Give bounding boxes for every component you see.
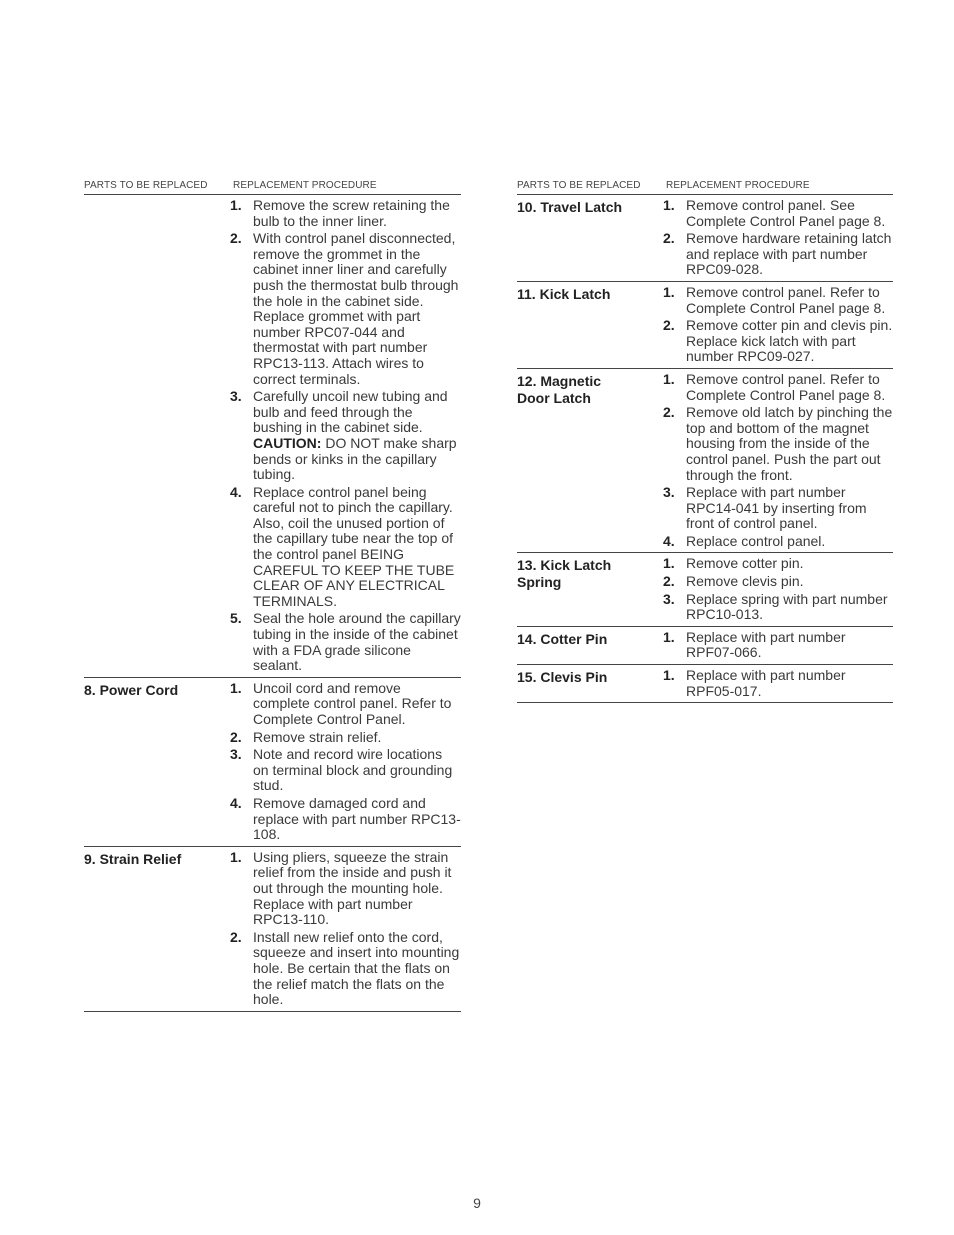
step-text	[253, 747, 461, 794]
step-text-main: Note and record wire locations on terminal block and grounding stud.	[253, 746, 453, 794]
step-number: 2.	[663, 404, 675, 421]
step-number: 1.	[663, 628, 675, 645]
step-text	[686, 231, 893, 278]
header-parts: PARTS TO BE REPLACED	[517, 180, 641, 191]
step-text-main: Replace with part number RPC14-041 by inserting from front of control panel.	[686, 484, 867, 532]
step-text-main: Remove clevis pin.	[686, 573, 804, 590]
step-text	[686, 668, 893, 699]
part-name: 8. Power Cord	[84, 681, 179, 698]
table-row	[517, 282, 893, 369]
header-parts: PARTS TO BE REPLACED	[84, 180, 208, 191]
step-number: 4.	[230, 794, 242, 811]
list-item	[663, 231, 893, 278]
table-row	[517, 665, 893, 703]
step-text-main: Remove the screw retaining the bulb to the inner liner.	[253, 197, 450, 229]
right-parts-table	[517, 180, 893, 703]
table-header	[84, 180, 461, 195]
list-item	[663, 534, 893, 550]
step-number: 4.	[230, 483, 242, 500]
step-number: 2.	[230, 728, 242, 745]
page-number: 9	[473, 1195, 481, 1211]
step-text-main: Install new relief onto the cord, squeeze and insert into mounting hole. Be certain that the flats on the relief match the flats on the hole.	[253, 928, 460, 1008]
step-number: 1.	[230, 848, 242, 865]
procedure-steps	[230, 198, 461, 676]
step-text	[253, 611, 461, 673]
list-item	[663, 592, 893, 623]
list-item	[230, 485, 461, 610]
step-number: 2.	[663, 573, 675, 590]
list-item	[663, 405, 893, 483]
step-text	[253, 730, 461, 746]
step-number: 2.	[663, 317, 675, 334]
list-item	[663, 668, 893, 699]
procedure-steps	[663, 556, 893, 624]
step-text	[686, 574, 893, 590]
list-item	[230, 198, 461, 229]
left-rows	[84, 195, 461, 1012]
step-text-main: Remove old latch by pinching the top and bottom of the magnet housing from the inside of the control panel. Push the part out through the front.	[686, 404, 893, 483]
step-text-main: Remove hardware retaining latch and replace with part number RPC09-028.	[686, 230, 892, 278]
header-procedure: REPLACEMENT PROCEDURE	[666, 180, 810, 191]
step-text-main: Replace spring with part number RPC10-013.	[686, 590, 888, 623]
step-text	[253, 930, 461, 1008]
table-row	[517, 195, 893, 282]
step-text	[686, 534, 893, 550]
step-text-main: Remove cotter pin.	[686, 555, 804, 572]
step-text-main: Remove strain relief.	[253, 728, 382, 745]
right-rows	[517, 195, 893, 703]
part-name: 14. Cotter Pin	[517, 630, 608, 647]
step-number: 3.	[230, 746, 242, 763]
list-item	[230, 730, 461, 746]
step-number: 2.	[230, 230, 242, 247]
step-text	[253, 485, 461, 610]
list-item	[663, 574, 893, 590]
step-text-main: With control panel disconnected, remove the grommet in the cabinet inner liner and carefully push the thermostat bulb through the hole in the cabinet side. Replace grommet with part number RPC07-044 and thermostat with part number RPC13-113. Attach wires to correct terminals.	[253, 230, 459, 387]
table-row	[517, 627, 893, 665]
step-number: 5.	[230, 610, 242, 627]
part-name: 9. Strain Relief	[84, 850, 182, 867]
step-number: 1.	[230, 197, 242, 213]
step-text-main: Seal the hole around the capillary tubing in the inside of the cabinet with a FDA grade silicone sealant.	[253, 610, 461, 674]
list-item	[230, 231, 461, 387]
step-text	[686, 285, 893, 316]
list-item	[230, 747, 461, 794]
step-text	[686, 485, 893, 532]
list-item	[230, 611, 461, 673]
list-item	[663, 556, 893, 572]
part-name: 12. Magnetic Door Latch	[517, 372, 602, 406]
step-text	[253, 850, 461, 928]
list-item	[663, 485, 893, 532]
procedure-steps	[663, 198, 893, 280]
list-item	[663, 318, 893, 365]
step-number: 4.	[663, 532, 675, 549]
step-text	[686, 630, 893, 661]
step-text	[253, 389, 461, 483]
step-text	[253, 681, 461, 728]
caution-label: CAUTION:	[253, 434, 322, 451]
list-item	[663, 630, 893, 661]
header-procedure: REPLACEMENT PROCEDURE	[233, 180, 377, 191]
step-text-main: Remove control panel. See Complete Control Panel page 8.	[686, 197, 886, 229]
part-name	[84, 198, 230, 676]
part-name: 15. Clevis Pin	[517, 669, 608, 686]
step-text-main: Uncoil cord and remove complete control panel. Refer to Complete Control Panel.	[253, 679, 452, 727]
list-item	[230, 850, 461, 928]
step-number: 1.	[663, 667, 675, 684]
step-number: 1.	[663, 197, 675, 213]
step-text	[686, 198, 893, 229]
step-text-main: Remove cotter pin and clevis pin. Replace kick latch with part number RPC09-027.	[686, 317, 893, 365]
step-text	[253, 796, 461, 843]
step-text	[253, 231, 461, 387]
table-row	[84, 847, 461, 1012]
procedure-steps	[663, 285, 893, 367]
step-number: 2.	[230, 928, 242, 945]
step-text	[686, 556, 893, 572]
step-text-main: Replace with part number RPF05-017.	[686, 667, 846, 699]
step-text-main: Remove control panel. Refer to Complete Control Panel page 8.	[686, 283, 886, 316]
list-item	[663, 285, 893, 316]
step-text-main: Replace control panel being careful not to pinch the capillary. Also, coil the unused portion of the capillary tube near the top of the control panel BEING CAREFUL TO KEEP THE TUBE CLEAR OF ANY ELECTRICAL TERMINALS.	[253, 483, 455, 609]
part-name: 13. Kick Latch Spring	[517, 557, 612, 591]
table-row	[84, 195, 461, 678]
list-item	[230, 930, 461, 1008]
step-text	[686, 372, 893, 403]
step-number: 1.	[230, 679, 242, 696]
step-number: 2.	[663, 230, 675, 247]
step-text	[686, 592, 893, 623]
procedure-steps	[230, 850, 461, 1010]
step-text	[686, 405, 893, 483]
procedure-steps	[663, 372, 893, 552]
step-text-main: Replace with part number RPF07-066.	[686, 628, 846, 661]
step-number: 1.	[663, 283, 675, 300]
table-row	[84, 678, 461, 847]
step-text-main: Remove damaged cord and replace with part number RPC13-108.	[253, 794, 461, 843]
list-item	[663, 372, 893, 403]
table-header	[517, 180, 893, 195]
table-row	[517, 369, 893, 554]
step-number: 1.	[663, 555, 675, 572]
list-item	[663, 198, 893, 229]
step-number: 3.	[663, 484, 675, 501]
left-parts-table	[84, 180, 461, 1012]
step-text-main: Carefully uncoil new tubing and bulb and feed through the bushing in the cabinet side.	[253, 388, 448, 436]
part-name: 10. Travel Latch	[517, 199, 623, 215]
procedure-steps	[663, 630, 893, 663]
table-row	[517, 553, 893, 626]
procedure-steps	[230, 681, 461, 845]
step-text-main: Using pliers, squeeze the strain relief from the inside and push it out through the mounting hole. Replace with part number RPC13-110.	[253, 848, 452, 928]
list-item	[230, 681, 461, 728]
step-number: 3.	[663, 590, 675, 607]
procedure-steps	[663, 668, 893, 701]
step-number: 3.	[230, 388, 242, 405]
step-text-main: Remove control panel. Refer to Complete Control Panel page 8.	[686, 370, 886, 403]
list-item	[230, 389, 461, 483]
caution-text: DO NOT make sharp bends or kinks in the capillary tubing.	[253, 434, 457, 483]
step-text	[253, 198, 461, 229]
list-item	[230, 796, 461, 843]
step-text-main: Replace control panel.	[686, 532, 826, 549]
step-text	[686, 318, 893, 365]
step-number: 1.	[663, 370, 675, 387]
part-name: 11. Kick Latch	[517, 285, 611, 302]
